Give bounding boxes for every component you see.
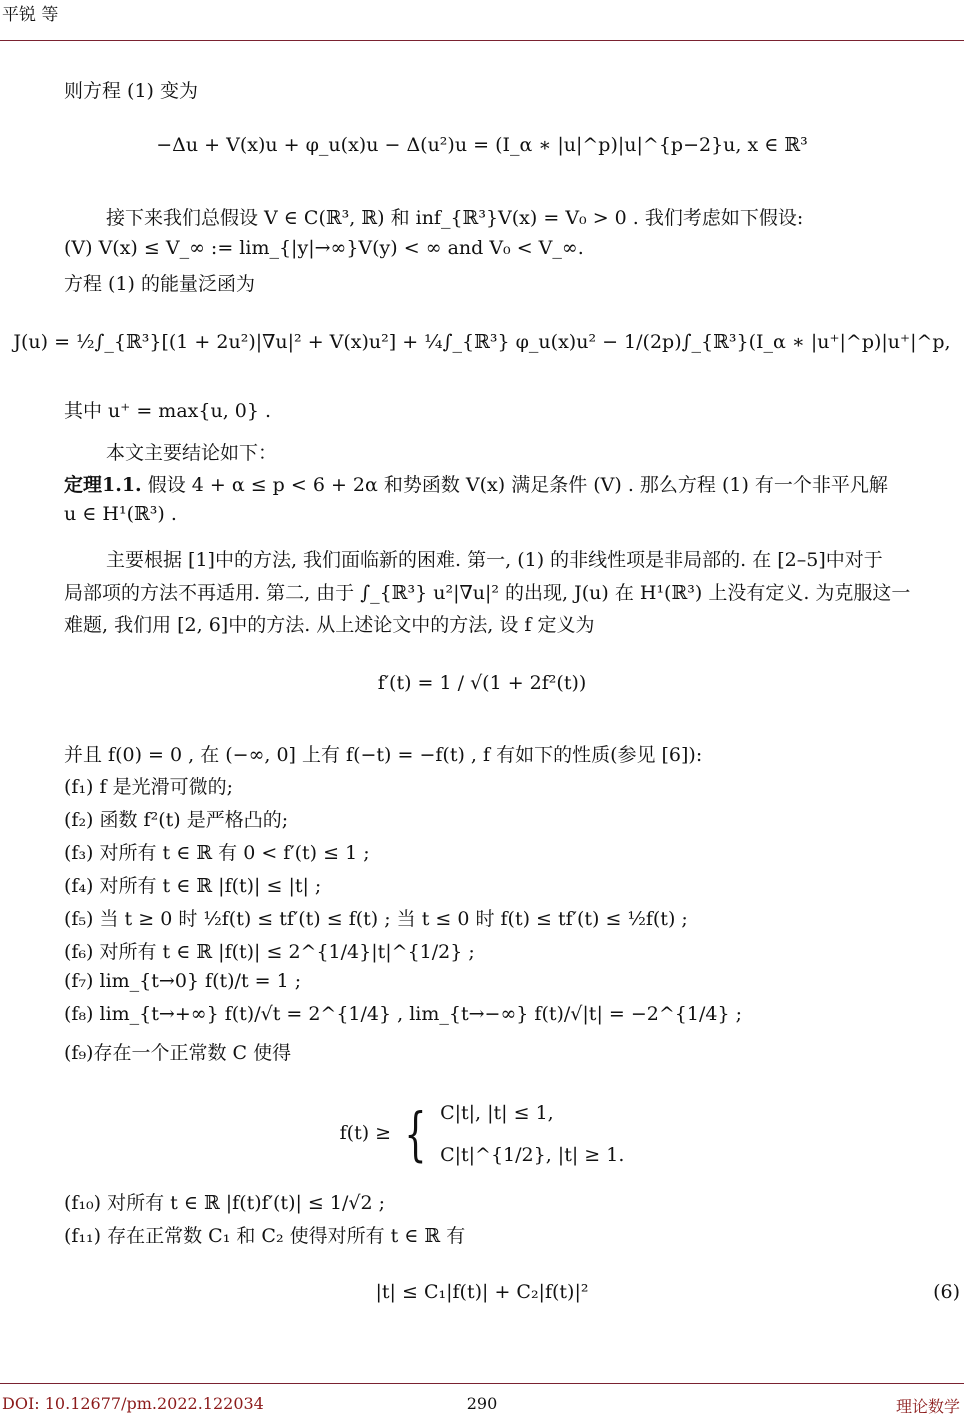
doi-link[interactable]: DOI: 10.12677/pm.2022.122034 <box>2 1394 264 1413</box>
running-author: 平锐 等 <box>2 5 59 25</box>
property-f1: (f₁) f 是光滑可微的; <box>64 776 233 798</box>
paragraph-line: 局部项的方法不再适用. 第二, 由于 ∫_{ℝ³} u²|∇u|² 的出现, J(u) 在 H¹(ℝ³) 上没有定义. 为克服这一 <box>64 582 911 604</box>
property-f10: (f₁₀) 对所有 t ∈ ℝ |f(t)f′(t)| ≤ 1/√2 ; <box>64 1192 386 1214</box>
case-1: C|t|, |t| ≤ 1, <box>440 1102 554 1124</box>
cases-block <box>440 1092 624 1176</box>
text-line: 本文主要结论如下： <box>106 442 278 464</box>
property-f3: (f₃) 对所有 t ∈ ℝ 有 0 < f′(t) ≤ 1 ; <box>64 842 370 864</box>
equation-f-prime: f′(t) = 1 / √(1 + 2f²(t)) <box>377 672 587 694</box>
theorem-text: 假设 4 + α ≤ p < 6 + 2α 和势函数 V(x) 满足条件 (V) . 那么方程 (1) 有一个非平凡解 <box>147 474 888 496</box>
text-line: 并且 f(0) = 0 , 在 (−∞, 0] 上有 f(−t) = −f(t) , f 有如下的性质(参见 [6]): <box>64 744 703 766</box>
equation-1: −Δu + V(x)u + φ_u(x)u − Δ(u²)u = (I_α ∗ |u|^p)|u|^{p−2}u, x ∈ ℝ³ <box>156 134 808 156</box>
theorem-1-1 <box>64 470 888 497</box>
case-2: C|t|^{1/2}, |t| ≥ 1. <box>440 1144 625 1166</box>
equation-number: (6) <box>933 1281 960 1303</box>
property-f6: (f₆) 对所有 t ∈ ℝ |f(t)| ≤ 2^{1/4}|t|^{1/2} ; <box>64 941 475 963</box>
equation-cases <box>0 1092 964 1176</box>
theorem-label: 定理1.1. <box>64 474 142 496</box>
property-f8: (f₈) lim_{t→+∞} f(t)/√t = 2^{1/4} , lim_{t→−∞} f(t)/√|t| = −2^{1/4} ; <box>64 1003 742 1025</box>
property-f2: (f₂) 函数 f²(t) 是严格凸的; <box>64 809 289 831</box>
energy-functional: J(u) = ½∫_{ℝ³}[(1 + 2u²)|∇u|² + V(x)u²] + ¼∫_{ℝ³} φ_u(x)u² − 1/(2p)∫_{ℝ³}(I_α ∗ |u⁺|^p)|u⁺|^p, <box>13 331 951 353</box>
cases-lhs: f(t) ≥ <box>339 1122 392 1144</box>
text-line: 接下来我们总假设 V ∈ C(ℝ³, ℝ) 和 inf_{ℝ³}V(x) = V₀ > 0 . 我们考虑如下假设: <box>106 207 804 229</box>
journal-name: 理论数学 <box>895 1397 960 1416</box>
property-f4: (f₄) 对所有 t ∈ ℝ |f(t)| ≤ |t| ; <box>64 875 322 897</box>
property-f11: (f₁₁) 存在正常数 C₁ 和 C₂ 使得对所有 t ∈ ℝ 有 <box>64 1225 466 1247</box>
text-line: 方程 (1) 的能量泛函为 <box>64 273 255 295</box>
paragraph-line: 难题, 我们用 [2, 6]中的方法. 从上述论文中的方法, 设 f 定义为 <box>64 614 595 636</box>
page-footer <box>0 1383 964 1415</box>
equation-6: |t| ≤ C₁|f(t)| + C₂|f(t)|² <box>375 1281 589 1303</box>
page-header <box>0 0 964 41</box>
text-line: 其中 u⁺ = max{u, 0} . <box>64 400 272 422</box>
property-f9: (f₉)存在一个正常数 C 使得 <box>64 1042 292 1064</box>
text-line: 则方程 (1) 变为 <box>64 80 198 102</box>
assumption-v: (V) V(x) ≤ V_∞ := lim_{|y|→∞}V(y) < ∞ and V₀ < V_∞. <box>64 237 584 259</box>
page-number: 290 <box>466 1394 498 1413</box>
theorem-text-cont: u ∈ H¹(ℝ³) . <box>64 503 177 525</box>
paragraph-line: 主要根据 [1]中的方法, 我们面临新的困难. 第一, (1) 的非线性项是非局部的. 在 [2–5]中对于 <box>106 549 883 571</box>
left-brace: { <box>404 1100 427 1168</box>
property-f7: (f₇) lim_{t→0} f(t)/t = 1 ; <box>64 970 302 992</box>
property-f5: (f₅) 当 t ≥ 0 时 ½f(t) ≤ tf′(t) ≤ f(t) ; 当 t ≤ 0 时 f(t) ≤ tf′(t) ≤ ½f(t) ; <box>64 908 688 930</box>
